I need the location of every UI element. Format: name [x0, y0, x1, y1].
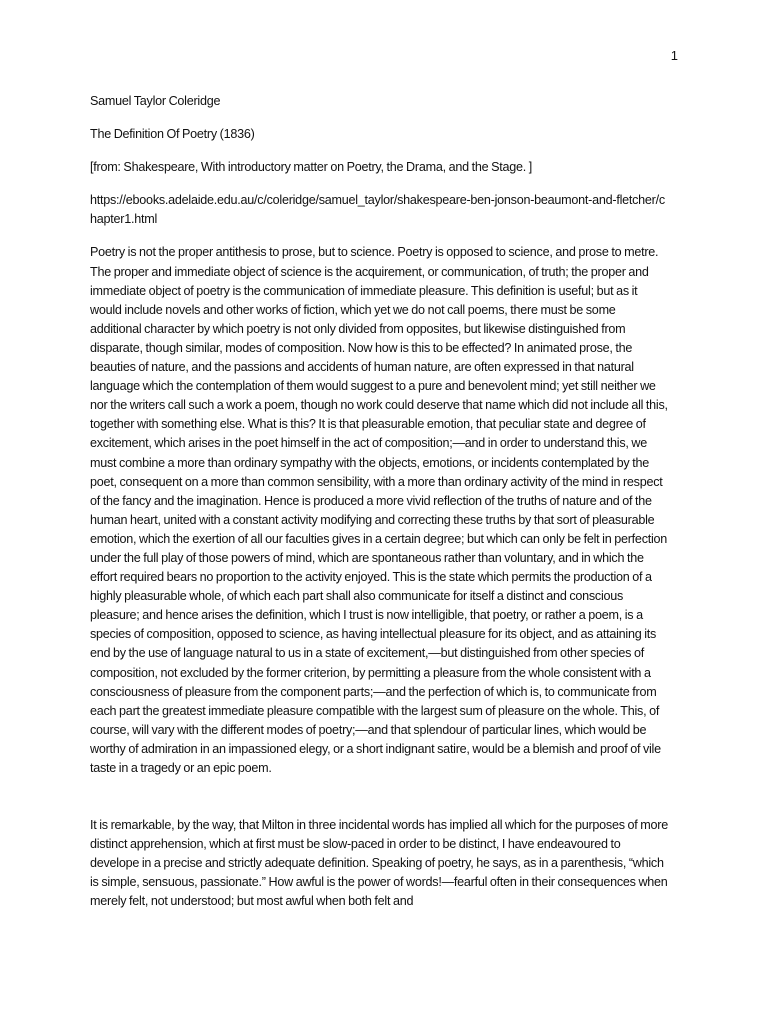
body-paragraph-1: Poetry is not the proper antithesis to prose, but to science. Poetry is opposed to science, and prose to metre. The proper and immediate object of science is the acquirement, or communication, of truth; the proper and immediate object of poetry is the communication of immediate pleasure. This definition is useful; but as it would include novels and other works of fiction, which yet we do not call poems, there must be some additional character by which poetry is not only divided from opposites, but likewise distinguished from disparate, though similar, modes of composition. Now how is this to be effected? In animated prose, the beauties of nature, and the passions and accidents of human nature, are often expressed in that natural language which the contemplation of them would suggest to a pure and benevolent mind; yet still neither we nor the writers call such a work a poem, though no work could deserve that name which did not include all this, together with something else. What is this? It is that pleasurable emotion, that peculiar state and degree of excitement, which arises in the poet himself in the act of composition;—and in order to understand this, we must combine a more than ordinary sympathy with the objects, emotions, or incidents contemplated by the poet, consequent on a more than common sensibility, with a more than ordinary activity of the mind in respect of the fancy and the imagination. Hence is produced a more vivid reflection of the truths of nature and of the human heart, united with a constant activity modifying and correcting these truths by that sort of pleasurable emotion, which the exertion of all our faculties gives in a certain degree; but which can only be felt in perfection under the full play of those powers of mind, which are spontaneous rather than voluntary, and in which the effort required bears no proportion to the activity enjoyed. This is the state which permits the production of a highly pleasurable whole, of which each part shall also communicate for itself a distinct and conscious pleasure; and hence arises the definition, which I trust is now intelligible, that poetry, or rather a poem, is a species of composition, opposed to science, as having intellectual pleasure for its object, and as attaining its end by the use of language natural to us in a state of excitement,—but distinguished from other species of composition, not excluded by the former criterion, by permitting a pleasure from the whole consistent with a consciousness of pleasure from the component parts;—and the perfection of which is, to communicate from each part the greatest immediate pleasure compatible with the largest sum of pleasure on the whole. This, of course, will vary with the different modes of poetry;—and that splendour of particular lines, which would be worthy of admiration in an impassioned elegy, or a short indignant satire, would be a blemish and proof of vile taste in a tragedy or an epic poem. [90, 245, 668, 775]
page-number: 1 [670, 48, 678, 63]
source-url: https://ebooks.adelaide.edu.au/c/coleridge/samuel_taylor/shakespeare-ben-jonson-beaumont-and-fletcher/chapter1.html [90, 193, 665, 227]
paragraph-gap [90, 792, 668, 816]
document-title: The Definition Of Poetry (1836) [90, 127, 255, 142]
body-paragraph-2: It is remarkable, by the way, that Milton in three incidental words has implied all which for the purposes of more distinct apprehension, which at first must be slow-paced in order to be distinct, I have endeavoured to develope in a precise and strictly adequate definition. Speaking of poetry, he says, as in a parenthesis, “which is simple, sensuous, passionate.” How awful is the power of words!—fearful often in their consequences when merely felt, not understood; but most awful when both felt and [90, 818, 668, 909]
author-line: Samuel Taylor Coleridge [90, 94, 221, 108]
source-citation: [from: Shakespeare, With introductory matter on Poetry, the Drama, and the Stage. ] [90, 160, 533, 175]
document-body [90, 92, 668, 926]
